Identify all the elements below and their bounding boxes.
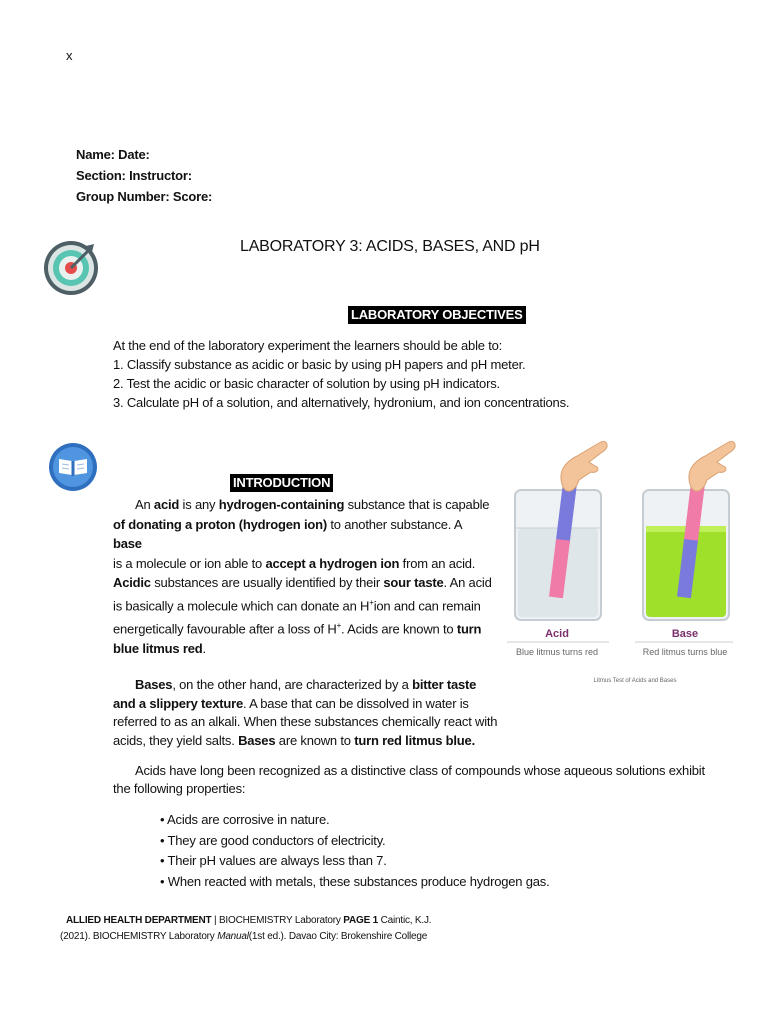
introduction-label: INTRODUCTION [230, 474, 333, 492]
objectives-list [113, 336, 569, 412]
introduction-paragraph: An acid is any hydrogen-containing substance that is capable of donating a proton (hydrogen ion) to another substance. A base is a molecule or ion able to accept a hydrogen ion from an acid. Acidic substances are usually identified by their sour taste. An acid is basically a molecule which can donate an H+ion and can remain energetically favourable after a loss of H+. Acids are known to turn blue litmus red. [113, 497, 492, 656]
page-title: LABORATORY 3: ACIDS, BASES, AND pH [240, 238, 540, 255]
objectives-label: LABORATORY OBJECTIVES [348, 306, 526, 324]
term-acid: acid [153, 497, 180, 512]
objective-item: 1. Classify substance as acidic or basic by using pH papers and pH meter. [113, 357, 526, 372]
hand-left [561, 442, 607, 491]
list-item: • Their pH values are always less than 7. [160, 853, 387, 868]
page-footer: ALLIED HEALTH DEPARTMENT | BIOCHEMISTRY Laboratory PAGE 1 Caintic, K.J. (2021). BIOCHEMISTRY Laboratory Manual(1st ed.). Davao City: Brokenshire College [60, 915, 432, 942]
info-name-date: Name: Date: [76, 147, 150, 162]
objectives-intro: At the end of the laboratory experiment the learners should be able to: [113, 338, 503, 353]
book-icon [48, 442, 98, 492]
target-icon [42, 238, 102, 298]
info-section-instructor: Section: Instructor: [76, 168, 192, 183]
figure-credit: Litmus Test of Acids and Bases [593, 678, 677, 684]
acid-caption: Blue litmus turns red [515, 647, 599, 657]
header-mark: x [66, 48, 73, 63]
introduction-heading [230, 474, 333, 492]
term-bases: Bases [135, 677, 173, 692]
objective-item: 2. Test the acidic or basic character of solution by using pH indicators. [113, 376, 500, 391]
objectives-heading [348, 306, 526, 324]
bases-paragraph: Bases, on the other hand, are characterized by a bitter taste and a slippery texture. A base that can be dissolved in water is referred to as an alkali. When these substances chemically react with acids, they yield salts. Bases are known to turn red litmus blue. [113, 677, 498, 748]
acid-label: Acid [545, 628, 569, 640]
list-item: • When reacted with metals, these substances produce hydrogen gas. [160, 873, 550, 889]
litmus-test-figure [505, 432, 763, 690]
info-group-score: Group Number: Score: [76, 189, 213, 204]
base-caption: Red litmus turns blue [642, 647, 728, 657]
properties-intro: Acids have long been recognized as a distinctive class of compounds whose aqueous solutions exhibit the following properties: [113, 763, 705, 796]
term-base: base [113, 536, 142, 552]
objective-item: 3. Calculate pH of a solution, and alternatively, hydronium, and ion concentrations. [113, 395, 570, 410]
list-item: • Acids are corrosive in nature. [160, 812, 330, 827]
base-label: Base [671, 628, 699, 640]
hand-right [689, 442, 735, 491]
list-item: • They are good conductors of electricity. [160, 832, 386, 848]
properties-list [160, 810, 550, 892]
